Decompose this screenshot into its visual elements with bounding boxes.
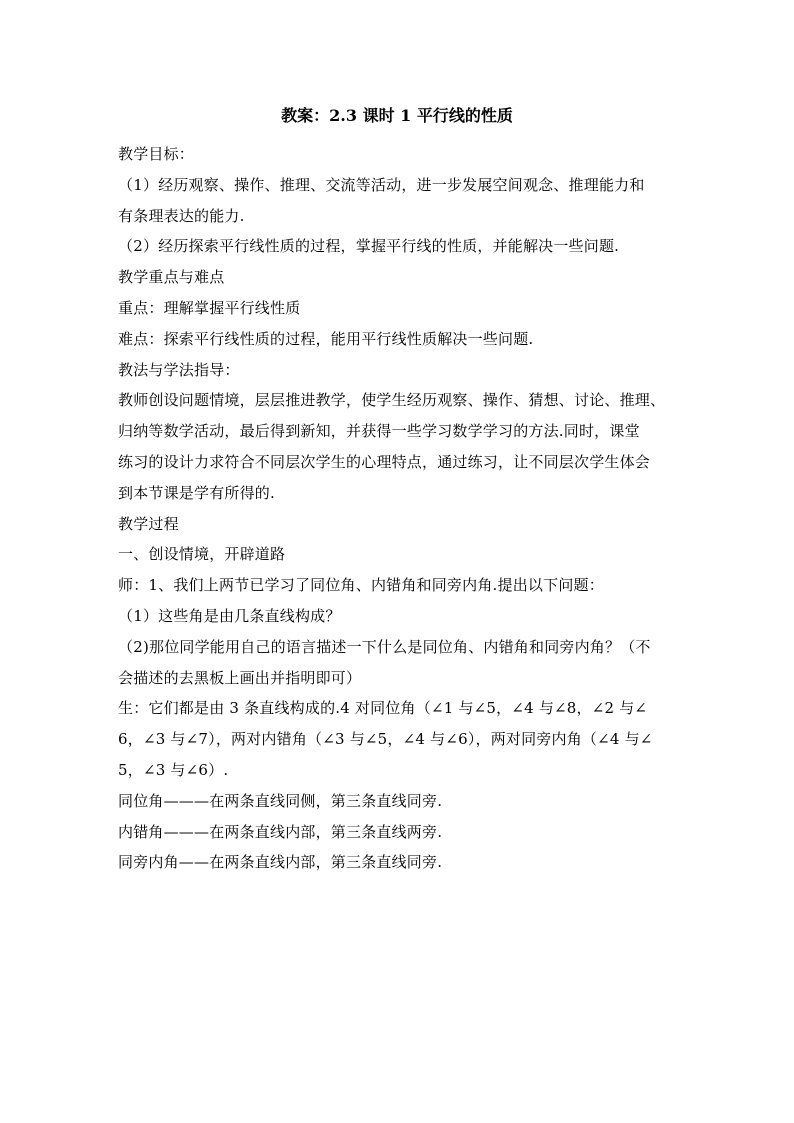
- method-line-2: 归纳等数学活动，最后得到新知，并获得一些学习数学学习的方法.同时，课堂: [118, 422, 640, 441]
- student-answer-line-3: 5，∠3 与∠6）.: [118, 760, 229, 779]
- question-2-line-1: （2)那位同学能用自己的语言描述一下什么是同位角、内错角和同旁内角？（不: [118, 637, 651, 656]
- document-body: [118, 139, 678, 878]
- method-line-1: 教师创设问题情境，层层推进教学，使学生经历观察、操作、猜想、讨论、推理、: [118, 391, 666, 410]
- student-answer-line-2: 6，∠3 与∠7），两对内错角（∠3 与∠5，∠4 与∠6），两对同旁内角（∠4 与∠: [118, 730, 653, 749]
- document-title: 教案：2.3 课时 1 平行线的性质: [281, 106, 513, 125]
- section-heading-process: 教学过程: [118, 514, 179, 533]
- objective-1-line-1: （1）经历观察、操作、推理、交流等活动，进一步发展空间观念、推理能力和: [118, 175, 645, 194]
- key-point: 重点：理解掌握平行线性质: [118, 298, 301, 317]
- definition-alternate-interior-angles: 内错角———在两条直线内部，第三条直线两旁.: [118, 822, 443, 841]
- student-answer-line-1: 生：它们都是由 3 条直线构成的.4 对同位角（∠1 与∠5，∠4 与∠8，∠2 与∠: [118, 699, 648, 718]
- objective-2: （2）经历探索平行线性质的过程，掌握平行线的性质，并能解决一些问题.: [118, 237, 620, 256]
- definition-corresponding-angles: 同位角———在两条直线同侧，第三条直线同旁.: [118, 791, 443, 810]
- objective-1-line-2: 有条理表达的能力.: [118, 206, 245, 225]
- teacher-line: 师：1、我们上两节已学习了同位角、内错角和同旁内角.提出以下问题：: [118, 576, 604, 595]
- method-line-3: 练习的设计力求符合不同层次学生的心理特点，通过练习，让不同层次学生体会: [118, 452, 651, 471]
- question-2-line-2: 会描述的去黑板上画出并指明即可）: [118, 668, 362, 687]
- process-step-1-heading: 一、创设情境，开辟道路: [118, 545, 286, 564]
- definition-same-side-interior-angles: 同旁内角——在两条直线内部，第三条直线同旁.: [118, 853, 443, 872]
- section-heading-key-points: 教学重点与难点: [118, 268, 225, 287]
- section-heading-method: 教法与学法指导：: [118, 360, 240, 379]
- question-1: （1）这些角是由几条直线构成？: [118, 606, 341, 625]
- difficult-point: 难点：探索平行线性质的过程，能用平行线性质解决一些问题.: [118, 329, 534, 348]
- method-line-4: 到本节课是学有所得的.: [118, 483, 275, 502]
- section-heading-objectives: 教学目标：: [118, 145, 195, 163]
